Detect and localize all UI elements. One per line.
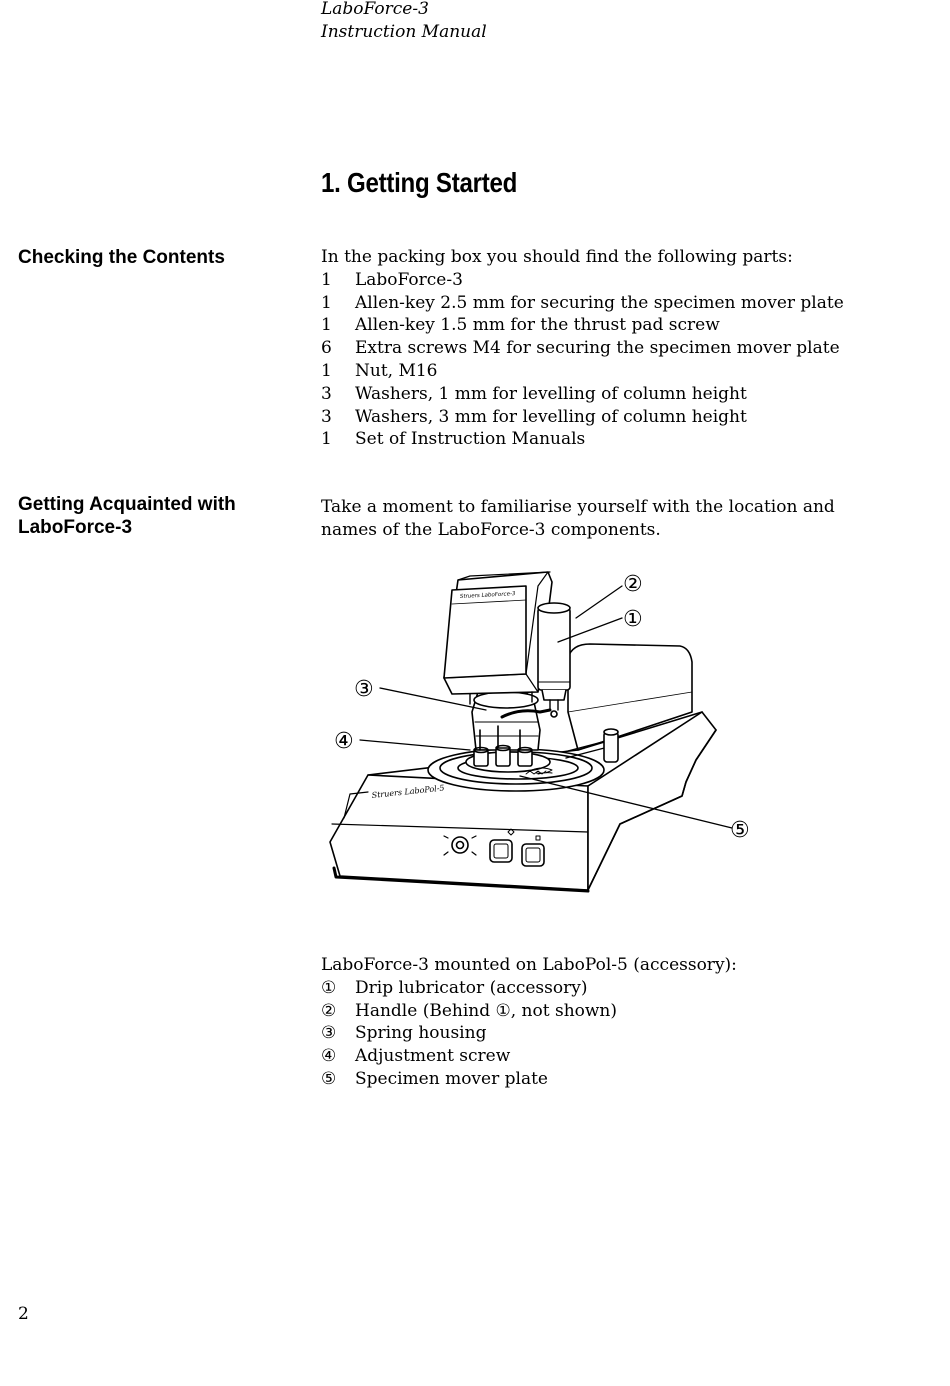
legend-list	[321, 977, 737, 1091]
contents-item-text: LaboForce-3	[355, 269, 463, 290]
chapter-title: 1. Getting Started	[321, 167, 518, 198]
callout-1: ①	[623, 607, 643, 632]
figure-caption: LaboForce-3 mounted on LaboPol-5 (accessory):	[321, 955, 737, 975]
getting-acquainted-heading-line2: LaboForce-3	[18, 517, 133, 538]
figure-legend	[321, 954, 737, 1091]
legend-item-text: Specimen mover plate	[355, 1068, 548, 1089]
control-head-label: Struers LaboForce-3	[459, 591, 516, 600]
legend-item	[321, 1045, 737, 1068]
contents-item-qty: 1	[321, 315, 332, 336]
legend-item-number: ⑤	[321, 1068, 337, 1089]
getting-acquainted-heading	[18, 493, 236, 539]
legend-item	[321, 1022, 737, 1045]
contents-block	[321, 246, 844, 451]
contents-item-qty: 3	[321, 406, 332, 427]
contents-item-text: Allen-key 2.5 mm for securing the specimen mover plate	[355, 292, 844, 313]
drip-lubricator	[538, 603, 570, 717]
contents-item-text: Allen-key 1.5 mm for the thrust pad screw	[355, 315, 720, 336]
legend-item-text: Adjustment screw	[355, 1046, 511, 1067]
contents-item-qty: 1	[321, 360, 332, 381]
running-head	[321, 0, 487, 44]
callout-5: ⑤	[730, 818, 750, 843]
running-head-doc-type: Instruction Manual	[321, 22, 487, 42]
contents-item	[321, 406, 844, 429]
contents-item-text: Washers, 1 mm for levelling of column height	[355, 383, 747, 404]
callout-4: ④	[334, 729, 354, 754]
acquainted-intro-line1: Take a moment to familiarise yourself with the location and	[321, 497, 835, 517]
legend-item	[321, 977, 737, 1000]
contents-item	[321, 269, 844, 292]
checking-contents-heading: Checking the Contents	[18, 247, 225, 268]
getting-acquainted-heading-line1: Getting Acquainted with	[18, 494, 236, 515]
contents-list	[321, 269, 844, 451]
legend-item-number: ③	[321, 1023, 337, 1044]
page-number: 2	[18, 1304, 29, 1324]
contents-item-text: Washers, 3 mm for levelling of column height	[355, 406, 747, 427]
contents-item	[321, 383, 844, 406]
running-head-product: LaboForce-3	[321, 0, 429, 19]
control-head	[444, 572, 552, 704]
laboforce-machine-illustration	[320, 562, 760, 934]
contents-item	[321, 428, 844, 451]
laboforce-column	[466, 692, 552, 774]
contents-intro: In the packing box you should find the following parts:	[321, 247, 793, 267]
contents-item-text: Extra screws M4 for securing the specimen mover plate	[355, 338, 840, 359]
legend-item-number: ②	[321, 1000, 337, 1021]
legend-item-text: Handle (Behind ①, not shown)	[355, 1000, 618, 1021]
contents-item-qty: 1	[321, 429, 332, 450]
legend-item-text: Drip lubricator (accessory)	[355, 977, 588, 998]
contents-item-text: Set of Instruction Manuals	[355, 429, 586, 450]
contents-item	[321, 314, 844, 337]
callout-3: ③	[354, 677, 374, 702]
contents-item-qty: 3	[321, 383, 332, 404]
legend-item-text: Spring housing	[355, 1023, 487, 1044]
callout-2: ②	[623, 572, 643, 597]
contents-item	[321, 360, 844, 383]
contents-item-text: Nut, M16	[355, 360, 438, 381]
acquainted-intro	[321, 496, 835, 542]
base-unit-label: Struers LaboPol-5	[371, 783, 445, 800]
contents-item	[321, 292, 844, 315]
contents-item-qty: 1	[321, 269, 332, 290]
contents-item-qty: 6	[321, 338, 332, 359]
acquainted-intro-line2: names of the LaboForce-3 components.	[321, 519, 661, 540]
legend-item-number: ①	[321, 977, 337, 998]
contents-item	[321, 337, 844, 360]
legend-item-number: ④	[321, 1046, 337, 1067]
contents-item-qty: 1	[321, 292, 332, 313]
legend-item	[321, 1068, 737, 1091]
legend-item	[321, 1000, 737, 1023]
